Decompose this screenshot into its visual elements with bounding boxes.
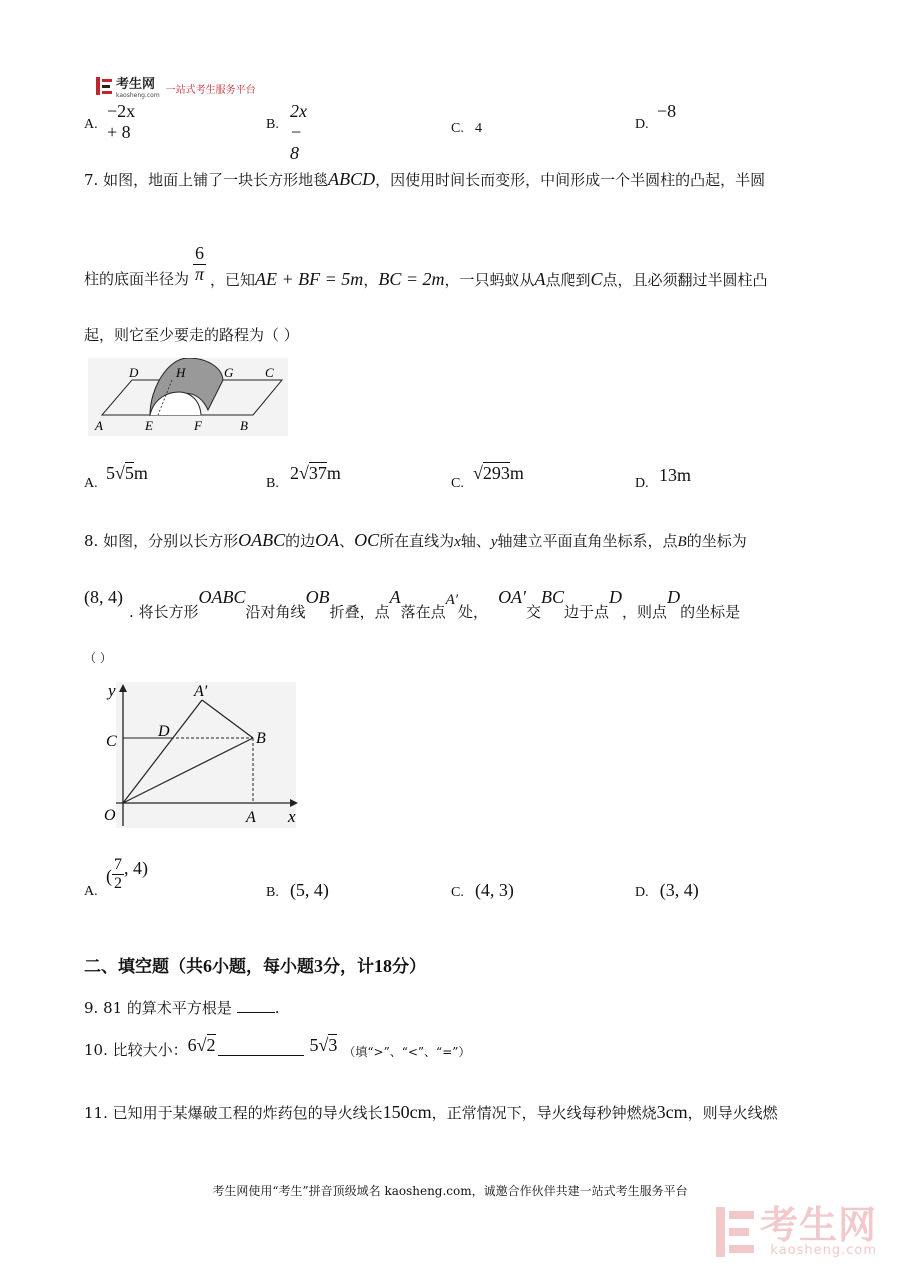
q8-math: y [490,534,498,550]
footer-text: 考生网使用“考生”拼音顶级域名 kaosheng.com，诚邀合作伙伴共建一站式考生服务平台 [212,1184,688,1198]
q7-text: 柱的底面半径为 [84,269,190,288]
fig-label-D: D [158,723,170,740]
option-value: −8 [657,101,677,121]
option-letter: D. [635,476,649,491]
answer-blank[interactable] [218,1055,304,1056]
q8-text: 的坐标为 [686,532,747,550]
q8-text: 轴建立平面直角坐标系，点 [497,532,678,550]
heading-number: 3 [314,956,323,976]
q7-text: ，因使用时间长而变形，中间形成一个半圆柱的凸起，半圆 [375,171,766,189]
fig-label-C: C [265,365,274,380]
q8-text: ，则点 [622,603,668,621]
section-heading [84,952,426,977]
q8-math: D [609,587,623,607]
q7-carpet-figure [88,358,288,436]
q8-text: 沿对角线 [245,603,306,621]
fig-label-A: A [246,809,256,826]
q8-text: . 将长方形 [129,603,199,621]
q8-text: 边于点 [564,603,610,621]
heading-number: 6 [203,956,212,976]
q10-hint: （填“>”、“<”、“=”） [343,1045,471,1059]
q8-text: 8. 如图，分别以长方形 [84,532,239,550]
q7-line1 [84,170,765,188]
option-letter: D. [635,885,649,900]
fraction-numerator: 7 [114,856,122,873]
q8-math: (8, 4) [84,587,123,607]
option-radicand: 293 [482,463,510,483]
q11-text: 11. 已知用于某爆破工程的炸药包的导火线长 [84,1104,383,1122]
q7-text: ，已知 [210,271,256,289]
q11 [84,1103,778,1121]
q10-right-expr [310,1036,338,1054]
q8-math: BC [541,587,565,607]
q6-option-c [451,117,482,137]
q8-text: 交 [526,603,542,621]
q8-line1 [84,531,747,550]
fig-label-F: F [194,418,202,433]
option-value [473,463,524,484]
fig-label-B: B [240,418,248,433]
option-letter: A. [84,117,98,132]
q11-text: ，正常情况下，导火线每秒钟燃烧 [431,1104,657,1122]
option-value: −2x + 8 [107,101,136,142]
q8-math: OB [305,587,330,607]
expr-radicand: 2 [206,1035,216,1055]
option-letter: D. [635,117,649,132]
fig-label-H: H [176,365,186,380]
heading-text: 分） [392,957,426,977]
fig-label-A: A [95,418,103,433]
option-coef: 5 [106,463,115,483]
option-letter: C. [451,885,464,900]
heading-text: 二、填空题（共 [84,957,203,977]
q7-line3 [84,328,299,343]
fraction-denominator: π [195,263,205,284]
q7-text: 起，则它至少要走的路程为（ ） [84,326,299,344]
q9-text: . [274,999,280,1017]
q10-left-expr [188,1036,216,1054]
q8-math: OABC [198,587,246,607]
expr-radicand: 3 [328,1035,338,1055]
logo-mark-icon [96,77,112,95]
sqrt-sign: √ [299,463,309,483]
q10-text: 10. 比较大小： [84,1041,188,1059]
option-letter: A. [84,884,98,899]
q8-math: OC [354,530,380,550]
sqrt-sign: √ [473,463,483,483]
logo-slogan: 一站式考生服务平台 [165,84,256,96]
q7-math: BC = 2m [378,269,445,289]
option-radicand: 5 [124,463,134,483]
q8-option-c [451,880,514,901]
fig-label-B: B [256,730,266,747]
heading-number: 18 [374,956,392,976]
fig-label-G: G [224,365,234,380]
option-value: 13m [659,465,692,485]
expr-coef: 6 [187,1035,197,1055]
option-letter: B. [266,476,279,491]
option-value [106,856,148,892]
q11-math: 150cm [382,1102,432,1122]
sqrt-sign: √ [318,1035,329,1055]
option-value: (3, 4) [659,880,699,900]
option-letter: A. [84,476,98,491]
fig-label-y: y [108,681,116,700]
sqrt-sign: √ [196,1035,207,1055]
option-fraction [112,856,124,892]
q8-math: x [454,534,461,550]
q8-text: 处， [458,603,489,621]
sqrt-sign: √ [115,463,125,483]
option-letter: C. [451,121,464,136]
q10 [84,1036,470,1060]
option-coef: 2 [290,463,299,483]
fig-label-O: O [104,807,116,824]
fig-label-D: D [129,365,139,380]
q7-math: AE + BF = 5m [255,269,364,289]
radius-fraction [193,244,206,285]
option-letter: B. [266,885,279,900]
q7-math: ABCD [328,169,376,189]
q8-text: 所在直线为 [379,532,455,550]
q8-text: 的坐标是 [680,603,741,621]
expr-coef: 5 [309,1035,319,1055]
q7-text: ，一只蚂蚁从 [444,271,535,289]
q8-math: B [677,534,687,550]
option-unit: m [509,463,524,483]
q9 [84,1001,280,1016]
q11-text: ，则导火线燃 [687,1104,778,1122]
option-value [290,463,341,484]
option-letter: B. [266,117,279,132]
q7-text: ， [363,271,379,289]
q7-math: C [590,269,603,289]
q8-math: OA [315,530,340,550]
watermark-mark-icon [716,1207,754,1257]
q8-math: OA′ [498,587,526,607]
option-radicand: 37 [308,463,327,483]
q8-text: 落在点 [400,603,446,621]
fig-label-A-prime: A′ [194,683,208,700]
q8-text: 、 [339,532,355,550]
q8-option-b [266,880,329,901]
watermark-domain: kaosheng.com [770,1243,878,1258]
logo-domain: kaosheng.com [116,92,160,99]
q8-text: 的边 [285,532,316,550]
answer-blank[interactable] [237,1012,275,1013]
option-value: 4 [474,121,482,136]
option-value [106,463,148,484]
fig-label-x: x [288,807,296,826]
q11-math: 3cm [656,1102,688,1122]
q8-math: A′ [445,592,459,608]
q7-line2 [84,240,768,288]
fig-label-C: C [106,733,117,750]
option-value: 2x − 8 [290,101,307,163]
watermark-text: 考生网 [760,1203,878,1247]
heading-text: 小题，每小题 [212,957,314,977]
fig-label-E: E [145,418,153,433]
option-letter: C. [451,476,464,491]
q7-text: 点，且必须翻过半圆柱凸 [602,271,768,289]
watermark-logo [716,1203,878,1258]
q8-coordinate-figure [96,678,306,832]
fraction-denominator: 2 [114,874,122,892]
option-unit: m [326,463,341,483]
q8-line3 [84,652,112,664]
q7-math: A [534,269,546,289]
logo-text: 考生网 [116,77,156,92]
option-value: (5, 4) [289,880,329,900]
site-logo[interactable] [96,73,256,99]
q8-text: 折叠，点 [329,603,390,621]
q8-math: A [389,587,401,607]
q7-text: 7. 如图，地面上铺了一块长方形地毯 [84,171,329,189]
option-value: (4, 3) [474,880,514,900]
q8-option-d [635,880,699,901]
fraction-numerator: 6 [195,242,205,263]
q8-line2 [84,588,740,620]
q8-text: 轴、 [460,532,491,550]
q9-text: 9. 81 的算术平方根是 [84,999,232,1017]
q8-text: （ ） [84,651,112,665]
option-paren: ( [106,865,112,886]
q8-math: OABC [238,530,286,550]
q7-text: 点爬到 [545,271,591,289]
option-rest: , 4) [124,857,148,878]
option-unit: m [133,463,148,483]
q8-math: D [667,587,681,607]
heading-text: 分，计 [323,957,374,977]
